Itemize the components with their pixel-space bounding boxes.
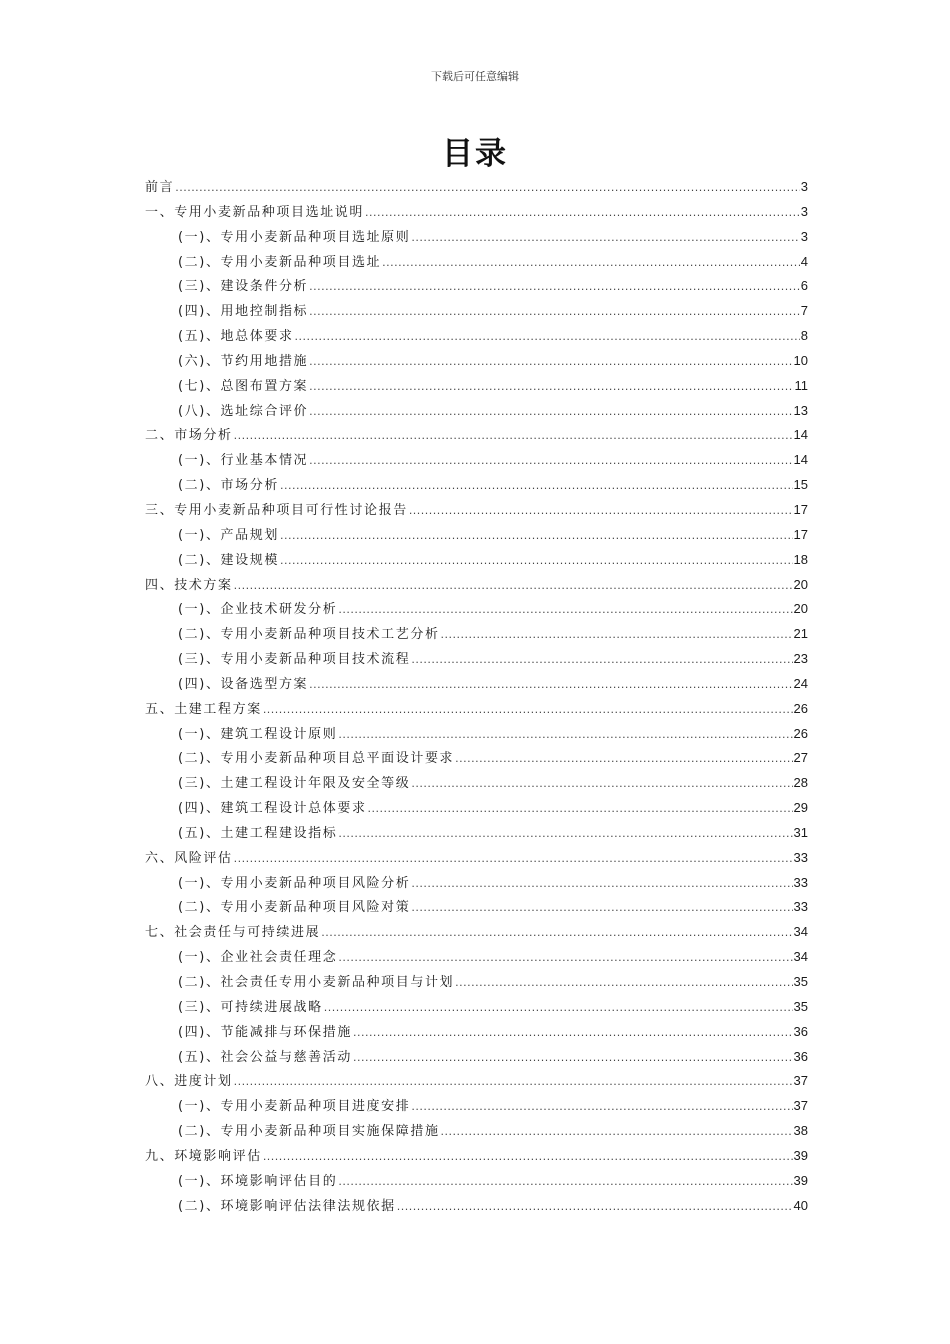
toc-entry[interactable] bbox=[145, 895, 808, 920]
toc-entry-label: (五)、土建工程建设指标 bbox=[178, 825, 338, 841]
table-of-contents bbox=[145, 175, 808, 1218]
toc-entry-page-number: 27 bbox=[793, 750, 808, 766]
toc-dot-leader bbox=[441, 623, 793, 648]
toc-entry[interactable] bbox=[145, 672, 808, 697]
toc-entry[interactable] bbox=[145, 647, 808, 672]
toc-entry[interactable] bbox=[145, 299, 808, 324]
toc-entry-label: 前言 bbox=[145, 180, 175, 195]
toc-dot-leader bbox=[324, 996, 793, 1021]
toc-entry[interactable] bbox=[145, 945, 808, 970]
toc-dot-leader bbox=[321, 921, 792, 946]
toc-entry-page-number: 36 bbox=[793, 1048, 808, 1064]
toc-dot-leader bbox=[338, 946, 792, 971]
toc-entry-page-number: 18 bbox=[793, 551, 808, 567]
toc-entry-page-number: 35 bbox=[793, 998, 808, 1014]
toc-entry-page-number: 39 bbox=[793, 1147, 808, 1163]
toc-dot-leader bbox=[409, 499, 793, 524]
toc-dot-leader bbox=[365, 201, 800, 226]
toc-entry-label: (三)、专用小麦新品种项目技术流程 bbox=[178, 652, 411, 668]
toc-entry[interactable] bbox=[145, 970, 808, 995]
toc-entry-label: (四)、节能减排与环保措施 bbox=[178, 1024, 352, 1040]
toc-entry[interactable] bbox=[145, 274, 808, 299]
toc-entry-page-number: 20 bbox=[793, 576, 808, 592]
toc-entry-page-number: 24 bbox=[793, 675, 808, 691]
toc-dot-leader bbox=[411, 1095, 792, 1120]
toc-entry[interactable] bbox=[145, 1069, 808, 1094]
toc-entry[interactable] bbox=[145, 573, 808, 598]
toc-dot-leader bbox=[309, 350, 792, 375]
toc-entry[interactable] bbox=[145, 846, 808, 871]
toc-entry-label: (二)、专用小麦新品种项目风险对策 bbox=[178, 900, 411, 916]
toc-dot-leader bbox=[280, 524, 793, 549]
toc-entry-page-number: 6 bbox=[800, 278, 808, 294]
toc-entry[interactable] bbox=[145, 200, 808, 225]
toc-dot-leader bbox=[234, 574, 793, 599]
toc-dot-leader bbox=[455, 747, 792, 772]
toc-entry[interactable] bbox=[145, 1045, 808, 1070]
toc-entry-label: (五)、社会公益与慈善活动 bbox=[178, 1049, 352, 1065]
toc-entry-page-number: 26 bbox=[793, 725, 808, 741]
toc-entry-page-number: 37 bbox=[793, 1098, 808, 1114]
toc-entry-page-number: 13 bbox=[793, 402, 808, 418]
toc-dot-leader bbox=[353, 1046, 793, 1071]
toc-dot-leader bbox=[234, 1070, 793, 1095]
toc-entry-page-number: 8 bbox=[800, 328, 808, 344]
toc-entry-page-number: 7 bbox=[800, 303, 808, 319]
toc-entry-label: (二)、环境影响评估法律法规依据 bbox=[178, 1198, 396, 1214]
toc-entry-label: (一)、产品规划 bbox=[178, 527, 279, 543]
toc-entry[interactable] bbox=[145, 1169, 808, 1194]
toc-entry[interactable] bbox=[145, 597, 808, 622]
toc-entry-page-number: 28 bbox=[793, 775, 808, 791]
toc-entry-label: (二)、市场分析 bbox=[178, 478, 279, 494]
toc-entry[interactable] bbox=[145, 722, 808, 747]
toc-dot-leader bbox=[411, 648, 792, 673]
toc-entry-label: (二)、专用小麦新品种项目技术工艺分析 bbox=[178, 627, 440, 643]
toc-entry-label: (一)、专用小麦新品种项目选址原则 bbox=[178, 229, 411, 245]
toc-entry-label: (五)、地总体要求 bbox=[178, 329, 294, 345]
toc-entry-page-number: 3 bbox=[800, 203, 808, 219]
toc-entry-label: 八、进度计划 bbox=[145, 1074, 233, 1090]
toc-entry[interactable] bbox=[145, 175, 808, 200]
toc-entry[interactable] bbox=[145, 1144, 808, 1169]
toc-entry-page-number: 23 bbox=[793, 651, 808, 667]
toc-dot-leader bbox=[411, 772, 792, 797]
toc-entry[interactable] bbox=[145, 746, 808, 771]
toc-dot-leader bbox=[309, 400, 792, 425]
toc-entry[interactable] bbox=[145, 821, 808, 846]
toc-entry[interactable] bbox=[145, 473, 808, 498]
toc-dot-leader bbox=[309, 275, 800, 300]
toc-entry-label: 七、社会责任与可持续进展 bbox=[145, 925, 321, 941]
toc-entry-label: (二)、社会责任专用小麦新品种项目与计划 bbox=[178, 975, 455, 990]
toc-entry-page-number: 10 bbox=[793, 352, 808, 368]
toc-entry[interactable] bbox=[145, 796, 808, 821]
toc-dot-leader bbox=[411, 896, 792, 921]
toc-entry-label: (二)、专用小麦新品种项目总平面设计要求 bbox=[178, 751, 455, 767]
toc-entry-page-number: 39 bbox=[793, 1172, 808, 1188]
toc-entry-label: (七)、总图布置方案 bbox=[178, 378, 309, 394]
toc-entry[interactable] bbox=[145, 399, 808, 424]
toc-dot-leader bbox=[411, 226, 799, 251]
toc-entry-page-number: 34 bbox=[793, 949, 808, 965]
toc-entry[interactable] bbox=[145, 697, 808, 722]
toc-entry-page-number: 38 bbox=[793, 1123, 808, 1139]
toc-entry-label: (四)、建筑工程设计总体要求 bbox=[178, 801, 367, 817]
toc-entry[interactable] bbox=[145, 324, 808, 349]
toc-dot-leader bbox=[263, 698, 793, 723]
toc-dot-leader bbox=[338, 822, 792, 847]
toc-entry-label: (二)、建设规模 bbox=[178, 552, 279, 568]
toc-entry-page-number: 14 bbox=[793, 427, 808, 443]
toc-entry-label: 六、风险评估 bbox=[145, 850, 233, 866]
toc-entry[interactable] bbox=[145, 920, 808, 945]
toc-entry-page-number: 4 bbox=[800, 253, 808, 269]
toc-entry-label: (四)、用地控制指标 bbox=[178, 304, 309, 320]
toc-dot-leader bbox=[382, 251, 800, 276]
toc-entry-label: 九、环境影响评估 bbox=[145, 1148, 262, 1164]
toc-entry-label: (四)、设备选型方案 bbox=[178, 676, 309, 692]
toc-entry-page-number: 33 bbox=[793, 874, 808, 890]
toc-entry-label: (一)、行业基本情况 bbox=[178, 453, 309, 469]
toc-entry[interactable] bbox=[145, 1020, 808, 1045]
toc-dot-leader bbox=[309, 375, 793, 400]
toc-dot-leader bbox=[441, 1120, 793, 1145]
toc-entry-label: (三)、建设条件分析 bbox=[178, 279, 309, 295]
toc-entry[interactable] bbox=[145, 622, 808, 647]
toc-entry[interactable] bbox=[145, 225, 808, 250]
toc-entry[interactable] bbox=[145, 1194, 808, 1219]
toc-dot-leader bbox=[263, 1145, 793, 1170]
toc-entry[interactable] bbox=[145, 995, 808, 1020]
toc-entry[interactable] bbox=[145, 523, 808, 548]
toc-entry-label: 五、土建工程方案 bbox=[145, 701, 262, 717]
toc-entry-page-number: 31 bbox=[793, 824, 808, 840]
toc-entry-page-number: 37 bbox=[793, 1073, 808, 1089]
toc-dot-leader bbox=[353, 1021, 793, 1046]
toc-entry-page-number: 29 bbox=[793, 800, 808, 816]
toc-dot-leader bbox=[234, 847, 793, 872]
toc-dot-leader bbox=[411, 872, 792, 897]
toc-entry[interactable] bbox=[145, 548, 808, 573]
toc-title: 目录 bbox=[442, 136, 508, 172]
toc-entry-label: 三、专用小麦新品种项目可行性讨论报告 bbox=[145, 502, 408, 518]
toc-dot-leader bbox=[368, 797, 793, 822]
toc-entry[interactable] bbox=[145, 771, 808, 796]
toc-entry-page-number: 15 bbox=[793, 477, 808, 493]
toc-entry-label: (一)、企业社会责任理念 bbox=[178, 950, 338, 966]
toc-entry-label: (八)、选址综合评价 bbox=[178, 403, 309, 419]
toc-entry[interactable] bbox=[145, 423, 808, 448]
page-header-note: 下载后可任意编辑 bbox=[431, 70, 519, 83]
toc-entry[interactable] bbox=[145, 349, 808, 374]
toc-entry-label: (一)、专用小麦新品种项目风险分析 bbox=[178, 875, 411, 891]
toc-dot-leader bbox=[309, 300, 800, 325]
toc-dot-leader bbox=[175, 176, 800, 201]
toc-entry-page-number: 17 bbox=[793, 501, 808, 517]
toc-dot-leader bbox=[338, 1170, 792, 1195]
toc-dot-leader bbox=[280, 549, 793, 574]
toc-entry-label: (六)、节约用地措施 bbox=[178, 353, 309, 369]
toc-entry-page-number: 14 bbox=[793, 452, 808, 468]
toc-dot-leader bbox=[338, 598, 792, 623]
toc-entry-label: (一)、环境影响评估目的 bbox=[178, 1173, 338, 1189]
toc-entry-page-number: 33 bbox=[793, 849, 808, 865]
toc-dot-leader bbox=[280, 474, 793, 499]
toc-entry-page-number: 34 bbox=[793, 924, 808, 940]
toc-entry[interactable] bbox=[145, 498, 808, 523]
toc-entry-label: (一)、建筑工程设计原则 bbox=[178, 726, 338, 742]
toc-dot-leader bbox=[338, 723, 792, 748]
toc-entry[interactable] bbox=[145, 1119, 808, 1144]
toc-entry-page-number: 26 bbox=[793, 700, 808, 716]
toc-entry-label: 四、技术方案 bbox=[145, 577, 233, 593]
toc-entry-page-number: 33 bbox=[793, 899, 808, 915]
toc-entry-label: (三)、可持续进展战略 bbox=[178, 999, 323, 1015]
toc-entry-label: (二)、专用小麦新品种项目选址 bbox=[178, 254, 382, 270]
toc-dot-leader bbox=[309, 449, 792, 474]
toc-entry[interactable] bbox=[145, 374, 808, 399]
toc-dot-leader bbox=[234, 424, 793, 449]
toc-dot-leader bbox=[397, 1195, 793, 1220]
toc-entry-page-number: 3 bbox=[800, 228, 808, 244]
toc-entry-label: (三)、土建工程设计年限及安全等级 bbox=[178, 776, 411, 792]
toc-entry[interactable] bbox=[145, 871, 808, 896]
toc-entry-label: 一、专用小麦新品种项目选址说明 bbox=[145, 204, 365, 220]
toc-dot-leader bbox=[455, 971, 792, 996]
toc-entry[interactable] bbox=[145, 250, 808, 275]
toc-entry[interactable] bbox=[145, 448, 808, 473]
toc-entry-label: 二、市场分析 bbox=[145, 428, 233, 444]
toc-entry-page-number: 35 bbox=[793, 974, 808, 989]
toc-entry-page-number: 40 bbox=[793, 1197, 808, 1213]
toc-dot-leader bbox=[295, 325, 800, 350]
toc-entry-page-number: 36 bbox=[793, 1023, 808, 1039]
toc-entry[interactable] bbox=[145, 1094, 808, 1119]
toc-entry-page-number: 21 bbox=[793, 626, 808, 642]
toc-entry-page-number: 11 bbox=[794, 377, 808, 393]
toc-entry-label: (二)、专用小麦新品种项目实施保障措施 bbox=[178, 1124, 440, 1140]
toc-dot-leader bbox=[309, 673, 792, 698]
toc-entry-label: (一)、企业技术研发分析 bbox=[178, 602, 338, 618]
toc-entry-page-number: 3 bbox=[800, 179, 808, 194]
toc-entry-page-number: 20 bbox=[793, 601, 808, 617]
toc-entry-label: (一)、专用小麦新品种项目进度安排 bbox=[178, 1099, 411, 1115]
toc-entry-page-number: 17 bbox=[793, 526, 808, 542]
